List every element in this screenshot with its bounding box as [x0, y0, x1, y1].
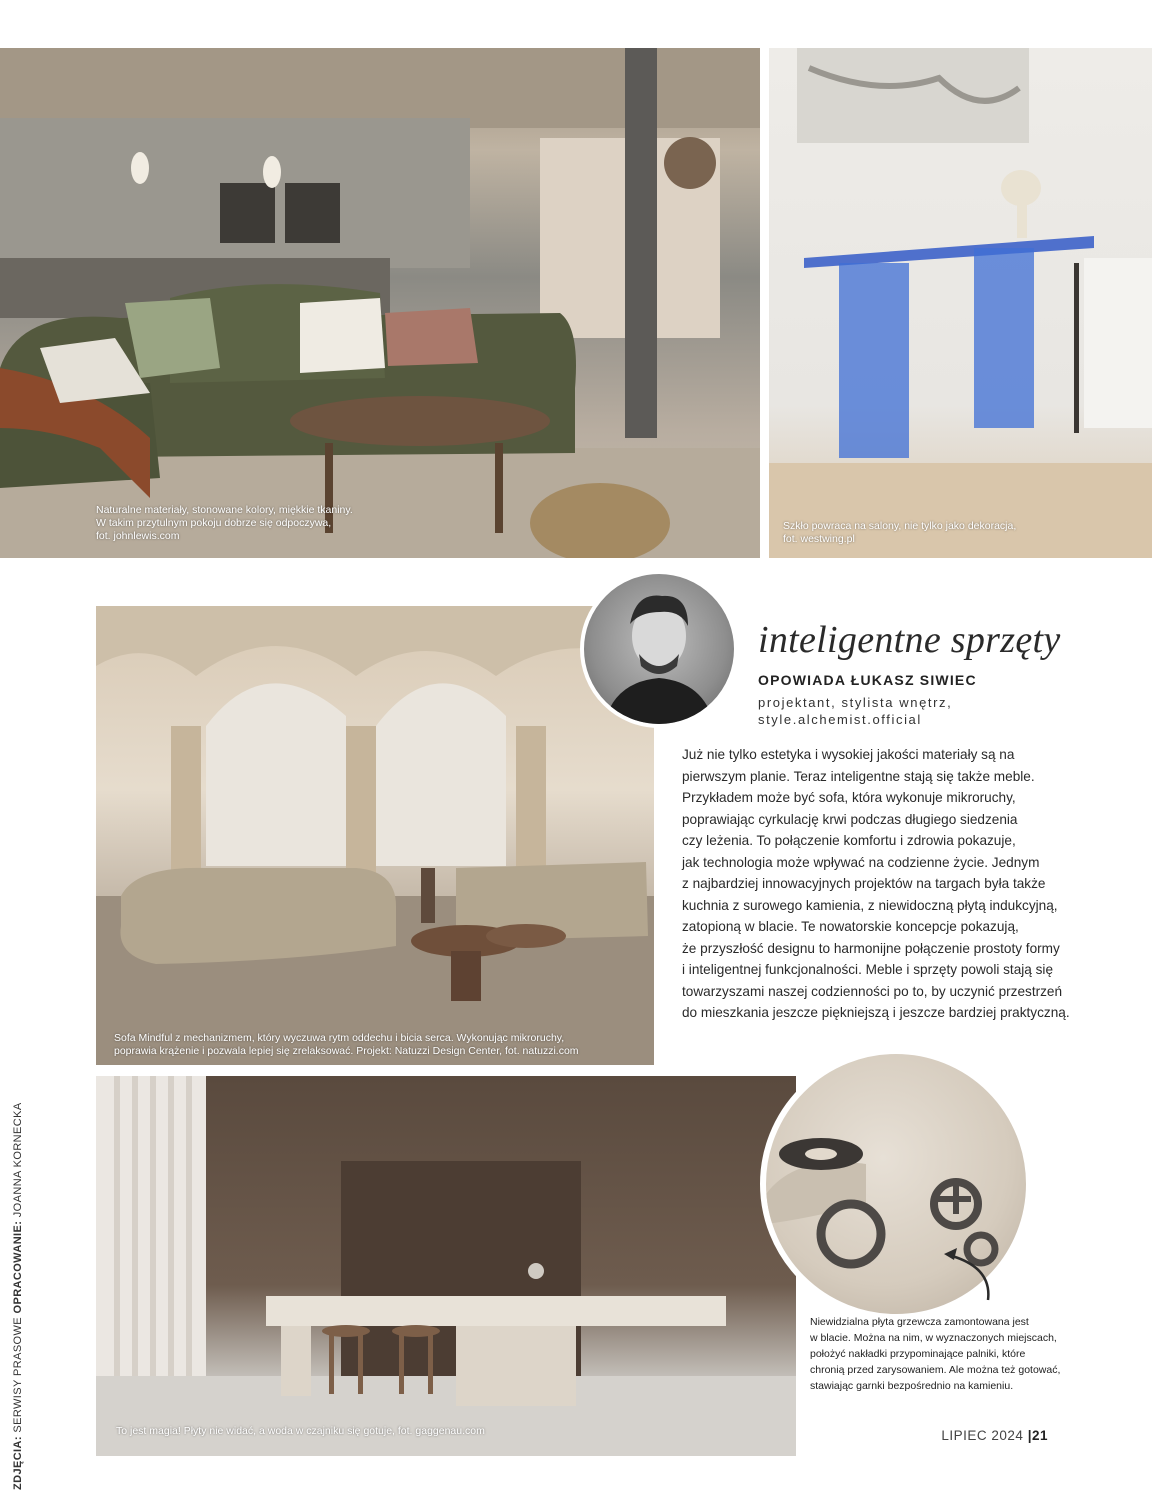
photo-caption	[783, 520, 1016, 546]
photo-caption	[116, 1425, 485, 1438]
credit-value: SERWISY PRASOWE	[12, 1316, 24, 1433]
body-line: towarzyszami naszej codzienności po to, by uczynić przestrzeń	[682, 983, 1063, 999]
body-line: Przykładem może być sofa, która wykonuje mikroruchy,	[682, 790, 1016, 805]
portrait-illustration	[584, 574, 734, 724]
sofa-hall-photo	[96, 606, 654, 1065]
page-folio	[941, 1428, 1048, 1443]
author-role	[758, 694, 952, 728]
article-title: inteligentne sprzęty	[758, 619, 1061, 661]
body-line: że przyszłość designu to harmonijne połączenie prostoty formy	[682, 940, 1060, 956]
credit-label: ZDJĘCIA:	[12, 1436, 24, 1490]
glass-console-illustration	[769, 48, 1152, 558]
caption-line: poprawia krążenie i pozwala lepiej się zrelaksować. Projekt: Natuzzi Design Center, fot. natuzzi.com	[114, 1045, 579, 1057]
living-room-photo	[0, 48, 760, 558]
photo-caption	[114, 1032, 579, 1058]
caption-line: chronią przed zarysowaniem. Ale można też gotować,	[810, 1364, 1061, 1376]
caption-line: fot. westwing.pl	[783, 533, 855, 545]
credit-value: JOANNA KORNECKA	[12, 1102, 24, 1218]
caption-line: Sofa Mindful z mechanizmem, który wyczuwa rytm oddechu i bicia serca. Wykonując mikroruchy,	[114, 1032, 565, 1044]
body-line: Już nie tylko estetyka i wysokiej jakości materiały są na	[682, 747, 1015, 762]
issue-date: LIPIEC 2024	[941, 1428, 1024, 1443]
caption-line: położyć nakładki przypominające palniki, które	[810, 1348, 1026, 1360]
caption-line: w blacie. Można na nim, w wyznaczonych miejscach,	[810, 1332, 1057, 1344]
credit-label: OPRACOWANIE:	[12, 1220, 24, 1314]
sofa-hall-illustration	[96, 606, 654, 1065]
caption-line: W takim przytulnym pokoju dobrze się odpoczywa,	[96, 517, 332, 529]
caption-line: stawiając garnki bezpośrednio na kamieniu.	[810, 1380, 1014, 1392]
kitchen-illustration	[96, 1076, 796, 1456]
body-line: kuchnia z surowego kamienia, z niewidoczną płytą indukcyjną,	[682, 897, 1058, 913]
folio-separator: |	[1027, 1428, 1032, 1443]
caption-line: To jest magia! Płyty nie widać, a woda w czajniku się gotuje, fot. gaggenau.com	[116, 1425, 485, 1437]
page-number: 21	[1031, 1428, 1048, 1443]
body-line: jak technologia może wpływać na codzienne życie. Jednym	[682, 854, 1040, 870]
body-line: pierwszym planie. Teraz inteligentne stają się także meble.	[682, 768, 1035, 784]
body-line: poprawiając cyrkulację krwi podczas długiego siedzenia	[682, 811, 1018, 827]
author-portrait	[580, 570, 738, 728]
caption-line: Niewidzialna płyta grzewcza zamontowana jest	[810, 1316, 1029, 1328]
article-author: OPOWIADA ŁUKASZ SIWIEC	[758, 672, 977, 688]
caption-line: Naturalne materiały, stonowane kolory, miękkie tkaniny.	[96, 504, 353, 516]
curved-arrow-icon	[930, 1240, 1000, 1304]
caption-line: fot. johnlewis.com	[96, 530, 180, 542]
caption-line: Szkło powraca na salony, nie tylko jako dekoracja,	[783, 520, 1017, 532]
body-line: z najbardziej innowacyjnych projektów na targach była także	[682, 876, 1046, 891]
hob-caption	[810, 1314, 1060, 1394]
glass-console-photo	[769, 48, 1152, 558]
living-room-illustration	[0, 48, 760, 558]
body-line: zatopioną w blacie. Te nowatorskie koncepcje pokazują,	[682, 919, 1019, 934]
body-line: do mieszkania jeszcze piękniejszą i jeszcze bardziej praktyczną.	[682, 1005, 1070, 1020]
kitchen-photo	[96, 1076, 796, 1456]
photo-credit	[12, 1102, 24, 1490]
role-line: style.alchemist.official	[758, 712, 922, 727]
photo-caption	[96, 504, 353, 543]
role-line: projektant, stylista wnętrz,	[758, 695, 953, 710]
body-line: czy leżenia. To połączenie komfortu i zdrowia pokazuje,	[682, 833, 1016, 848]
body-line: i inteligentnej funkcjonalności. Meble i sprzęty powoli stają się	[682, 962, 1054, 977]
article-body	[682, 744, 1102, 1024]
